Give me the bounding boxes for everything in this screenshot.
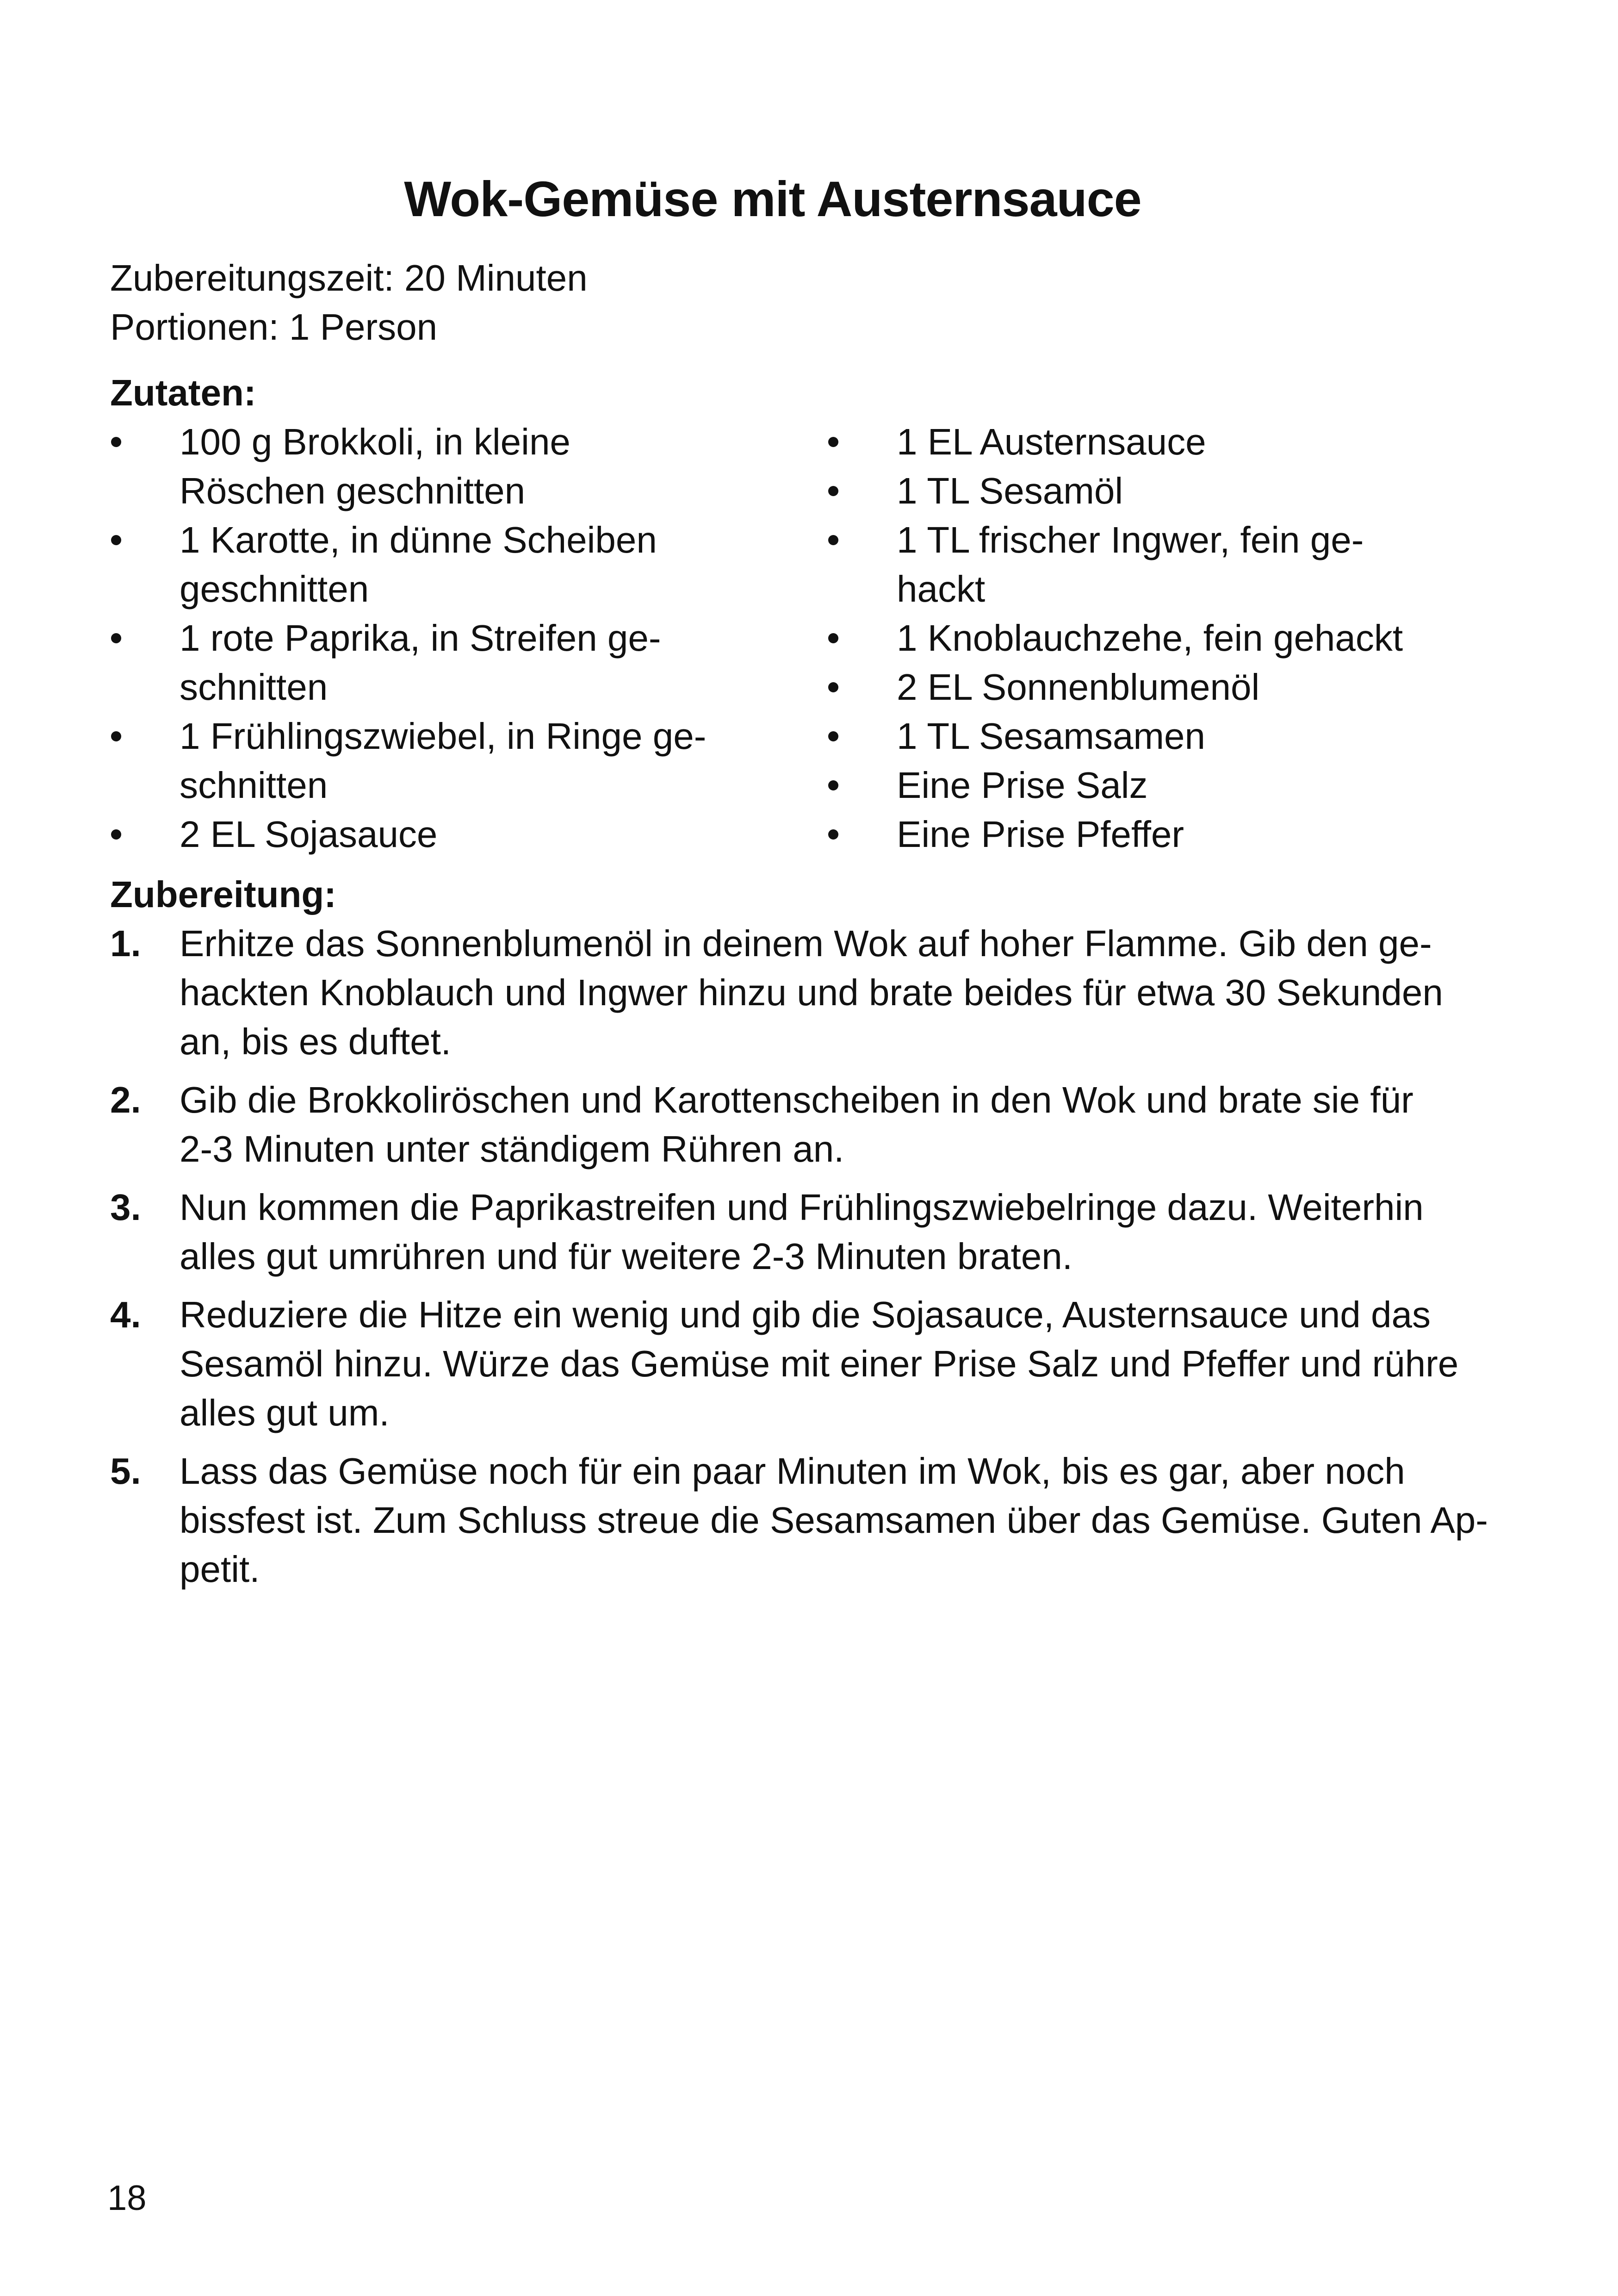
bullet-icon	[110, 417, 124, 447]
step-number: 3.	[110, 1187, 141, 1228]
ingredient-item	[827, 467, 1438, 516]
ingredients-list-right	[827, 417, 1438, 859]
step-text: hackten Knoblauch und Ingwer hinzu und brate beides für etwa 30 Sekunden	[180, 972, 1443, 1013]
ingredient-text: 2 EL Sojasauce	[180, 814, 438, 855]
preparation-heading: Zubereitung:	[110, 874, 336, 915]
preparation-step	[110, 919, 1443, 1066]
step-text: alles gut umrühren und für weitere 2-3 Minuten braten.	[180, 1236, 1072, 1277]
bullet-icon	[827, 810, 841, 840]
ingredient-item	[827, 761, 1438, 810]
ingredient-item	[110, 614, 767, 712]
step-number: 1.	[110, 923, 141, 964]
ingredients-list-left	[110, 417, 767, 859]
page-number: 18	[107, 2178, 147, 2218]
step-text: an, bis es duftet.	[180, 1021, 452, 1062]
ingredient-item	[110, 810, 767, 859]
ingredient-item	[827, 516, 1438, 614]
step-number: 5.	[110, 1450, 141, 1492]
bullet-icon	[110, 614, 124, 643]
ingredient-text: 100 g Brokkoli, in kleine	[180, 421, 570, 462]
ingredient-item	[827, 810, 1438, 859]
ingredient-item	[827, 712, 1438, 761]
ingredient-text: 2 EL Sonnenblumenöl	[897, 666, 1260, 708]
ingredient-text: Eine Prise Salz	[897, 765, 1148, 806]
ingredient-text: 1 TL Sesamöl	[897, 470, 1123, 511]
ingredient-text: Röschen geschnitten	[180, 470, 526, 511]
bullet-icon	[827, 467, 841, 496]
ingredient-text: 1 EL Austernsauce	[897, 421, 1206, 462]
recipe-meta	[110, 254, 588, 352]
step-text: Nun kommen die Paprikastreifen und Frühlingszwiebelringe dazu. Weiterhin	[180, 1187, 1424, 1228]
ingredient-item	[110, 712, 767, 810]
bullet-icon	[110, 810, 124, 840]
ingredient-item	[827, 614, 1438, 663]
ingredient-item	[110, 417, 767, 516]
ingredient-text: 1 TL Sesamsamen	[897, 716, 1205, 757]
bullet-icon	[827, 516, 841, 545]
step-number: 4.	[110, 1294, 141, 1335]
bullet-icon	[827, 663, 841, 692]
step-text: Sesamöl hinzu. Würze das Gemüse mit einer Prise Salz und Pfeffer und rühre	[180, 1343, 1459, 1384]
ingredient-item	[110, 516, 767, 614]
ingredients-heading: Zutaten:	[110, 372, 256, 413]
servings: Portionen: 1 Person	[110, 306, 438, 348]
bullet-icon	[110, 712, 124, 741]
ingredient-text: 1 Karotte, in dünne Scheiben	[180, 519, 657, 560]
ingredient-text: hackt	[897, 568, 986, 610]
prep-time: Zubereitungszeit: 20 Minuten	[110, 257, 588, 299]
ingredient-text: 1 Knoblauchzehe, fein gehackt	[897, 617, 1403, 659]
ingredient-text: schnitten	[180, 666, 328, 708]
step-text: alles gut um.	[180, 1392, 390, 1433]
bullet-icon	[110, 516, 124, 545]
preparation-step	[110, 1447, 1488, 1594]
ingredient-text: 1 Frühlingszwiebel, in Ringe ge-	[180, 716, 707, 757]
step-text: Reduziere die Hitze ein wenig und gib die Sojasauce, Austernsauce und das	[180, 1294, 1431, 1335]
step-text: Gib die Brokkoliröschen und Karottenscheiben in den Wok und brate sie für	[180, 1079, 1413, 1120]
bullet-icon	[827, 712, 841, 741]
recipe-title: Wok-Gemüse mit Austernsauce	[404, 171, 1141, 227]
ingredient-text: 1 TL frischer Ingwer, fein ge-	[897, 519, 1364, 560]
ingredient-text: geschnitten	[180, 568, 369, 610]
preparation-step	[110, 1183, 1424, 1281]
bullet-icon	[827, 761, 841, 790]
preparation-step	[110, 1076, 1413, 1174]
ingredient-text: Eine Prise Pfeffer	[897, 814, 1184, 855]
step-text: Erhitze das Sonnenblumenöl in deinem Wok auf hoher Flamme. Gib den ge-	[180, 923, 1432, 964]
ingredient-text: 1 rote Paprika, in Streifen ge-	[180, 617, 661, 659]
bullet-icon	[827, 614, 841, 643]
step-text: 2-3 Minuten unter ständigem Rühren an.	[180, 1128, 844, 1170]
step-text: bissfest ist. Zum Schluss streue die Sesamsamen über das Gemüse. Guten Ap-	[180, 1500, 1488, 1541]
preparation-steps	[110, 919, 1488, 1603]
step-text: Lass das Gemüse noch für ein paar Minuten im Wok, bis es gar, aber noch	[180, 1450, 1405, 1492]
ingredient-text: schnitten	[180, 765, 328, 806]
preparation-step	[110, 1290, 1459, 1437]
step-text: petit.	[180, 1549, 260, 1590]
ingredient-item	[827, 417, 1438, 467]
step-number: 2.	[110, 1079, 141, 1120]
ingredient-item	[827, 663, 1438, 712]
bullet-icon	[827, 417, 841, 447]
